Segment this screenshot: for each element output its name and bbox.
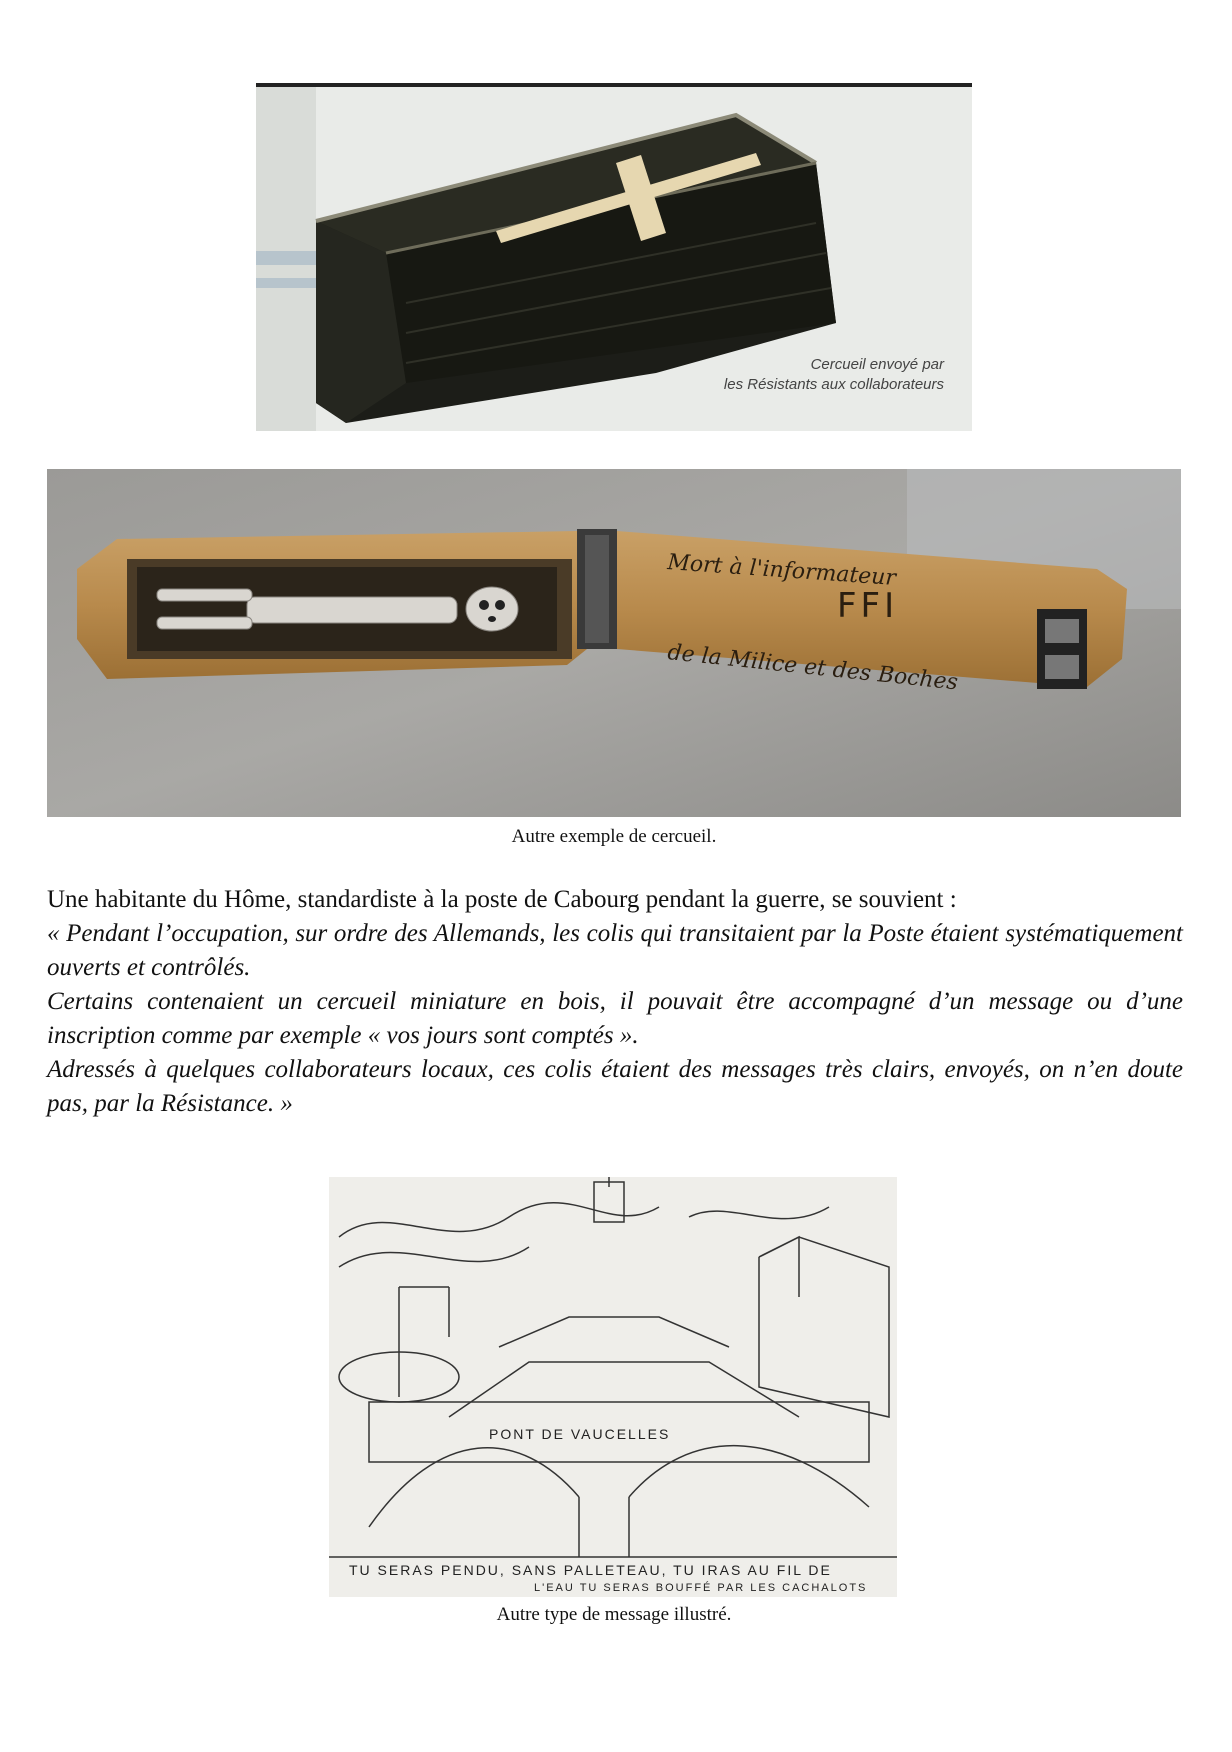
- bridge-label: PONT DE VAUCELLES: [489, 1426, 671, 1442]
- testimony-quote-2: Certains contenaient un cercueil miniature en bois, il pouvait être accompagné d’un message ou d’une inscription comme par exemple « vos jours sont comptés ».: [47, 988, 1183, 1049]
- pont-de-vaucelles-drawing: [329, 1177, 897, 1597]
- testimony-quote-3: Adressés à quelques collaborateurs locaux, ces colis étaient des messages très clairs, envoyés, on n’en doute pas, par la Résistance. »: [47, 1056, 1183, 1117]
- inscription-ffi: FFI: [837, 586, 899, 626]
- inscription-line-1: Mort à l'informateur: [666, 550, 897, 591]
- bridge-sketch: [329, 1177, 897, 1597]
- coffin-caption: Autre exemple de cercueil.: [511, 826, 717, 847]
- overlay-line-2: les Résistants aux collaborateurs: [723, 376, 944, 393]
- drawing-bottom-line-2: L'EAU TU SERAS BOUFFÉ PAR LES CACHALOTS: [534, 1582, 868, 1594]
- overlay-line-1: Cercueil envoyé par: [810, 356, 944, 373]
- drawing-caption: Autre type de message illustré.: [496, 1604, 732, 1625]
- drawing-bottom-line-1: TU SERAS PENDU, SANS PALLETEAU, TU IRAS AU FIL DE: [349, 1562, 832, 1578]
- testimony-text: [47, 883, 1183, 1121]
- coffin-photo: [256, 83, 972, 431]
- testimony-quote-1: « Pendant l’occupation, sur ordre des Allemands, les colis qui transitaient par la Poste étaient systématiquement ouverts et contrôlés.: [47, 920, 1183, 981]
- open-coffin-illustration: [47, 469, 1181, 817]
- inscription-line-2: de la Milice et des Boches: [666, 640, 960, 696]
- open-coffin-photo: [47, 469, 1181, 817]
- coffin-photo-overlay: [724, 355, 944, 395]
- testimony-intro: Une habitante du Hôme, standardiste à la poste de Cabourg pendant la guerre, se souvient :: [47, 886, 957, 913]
